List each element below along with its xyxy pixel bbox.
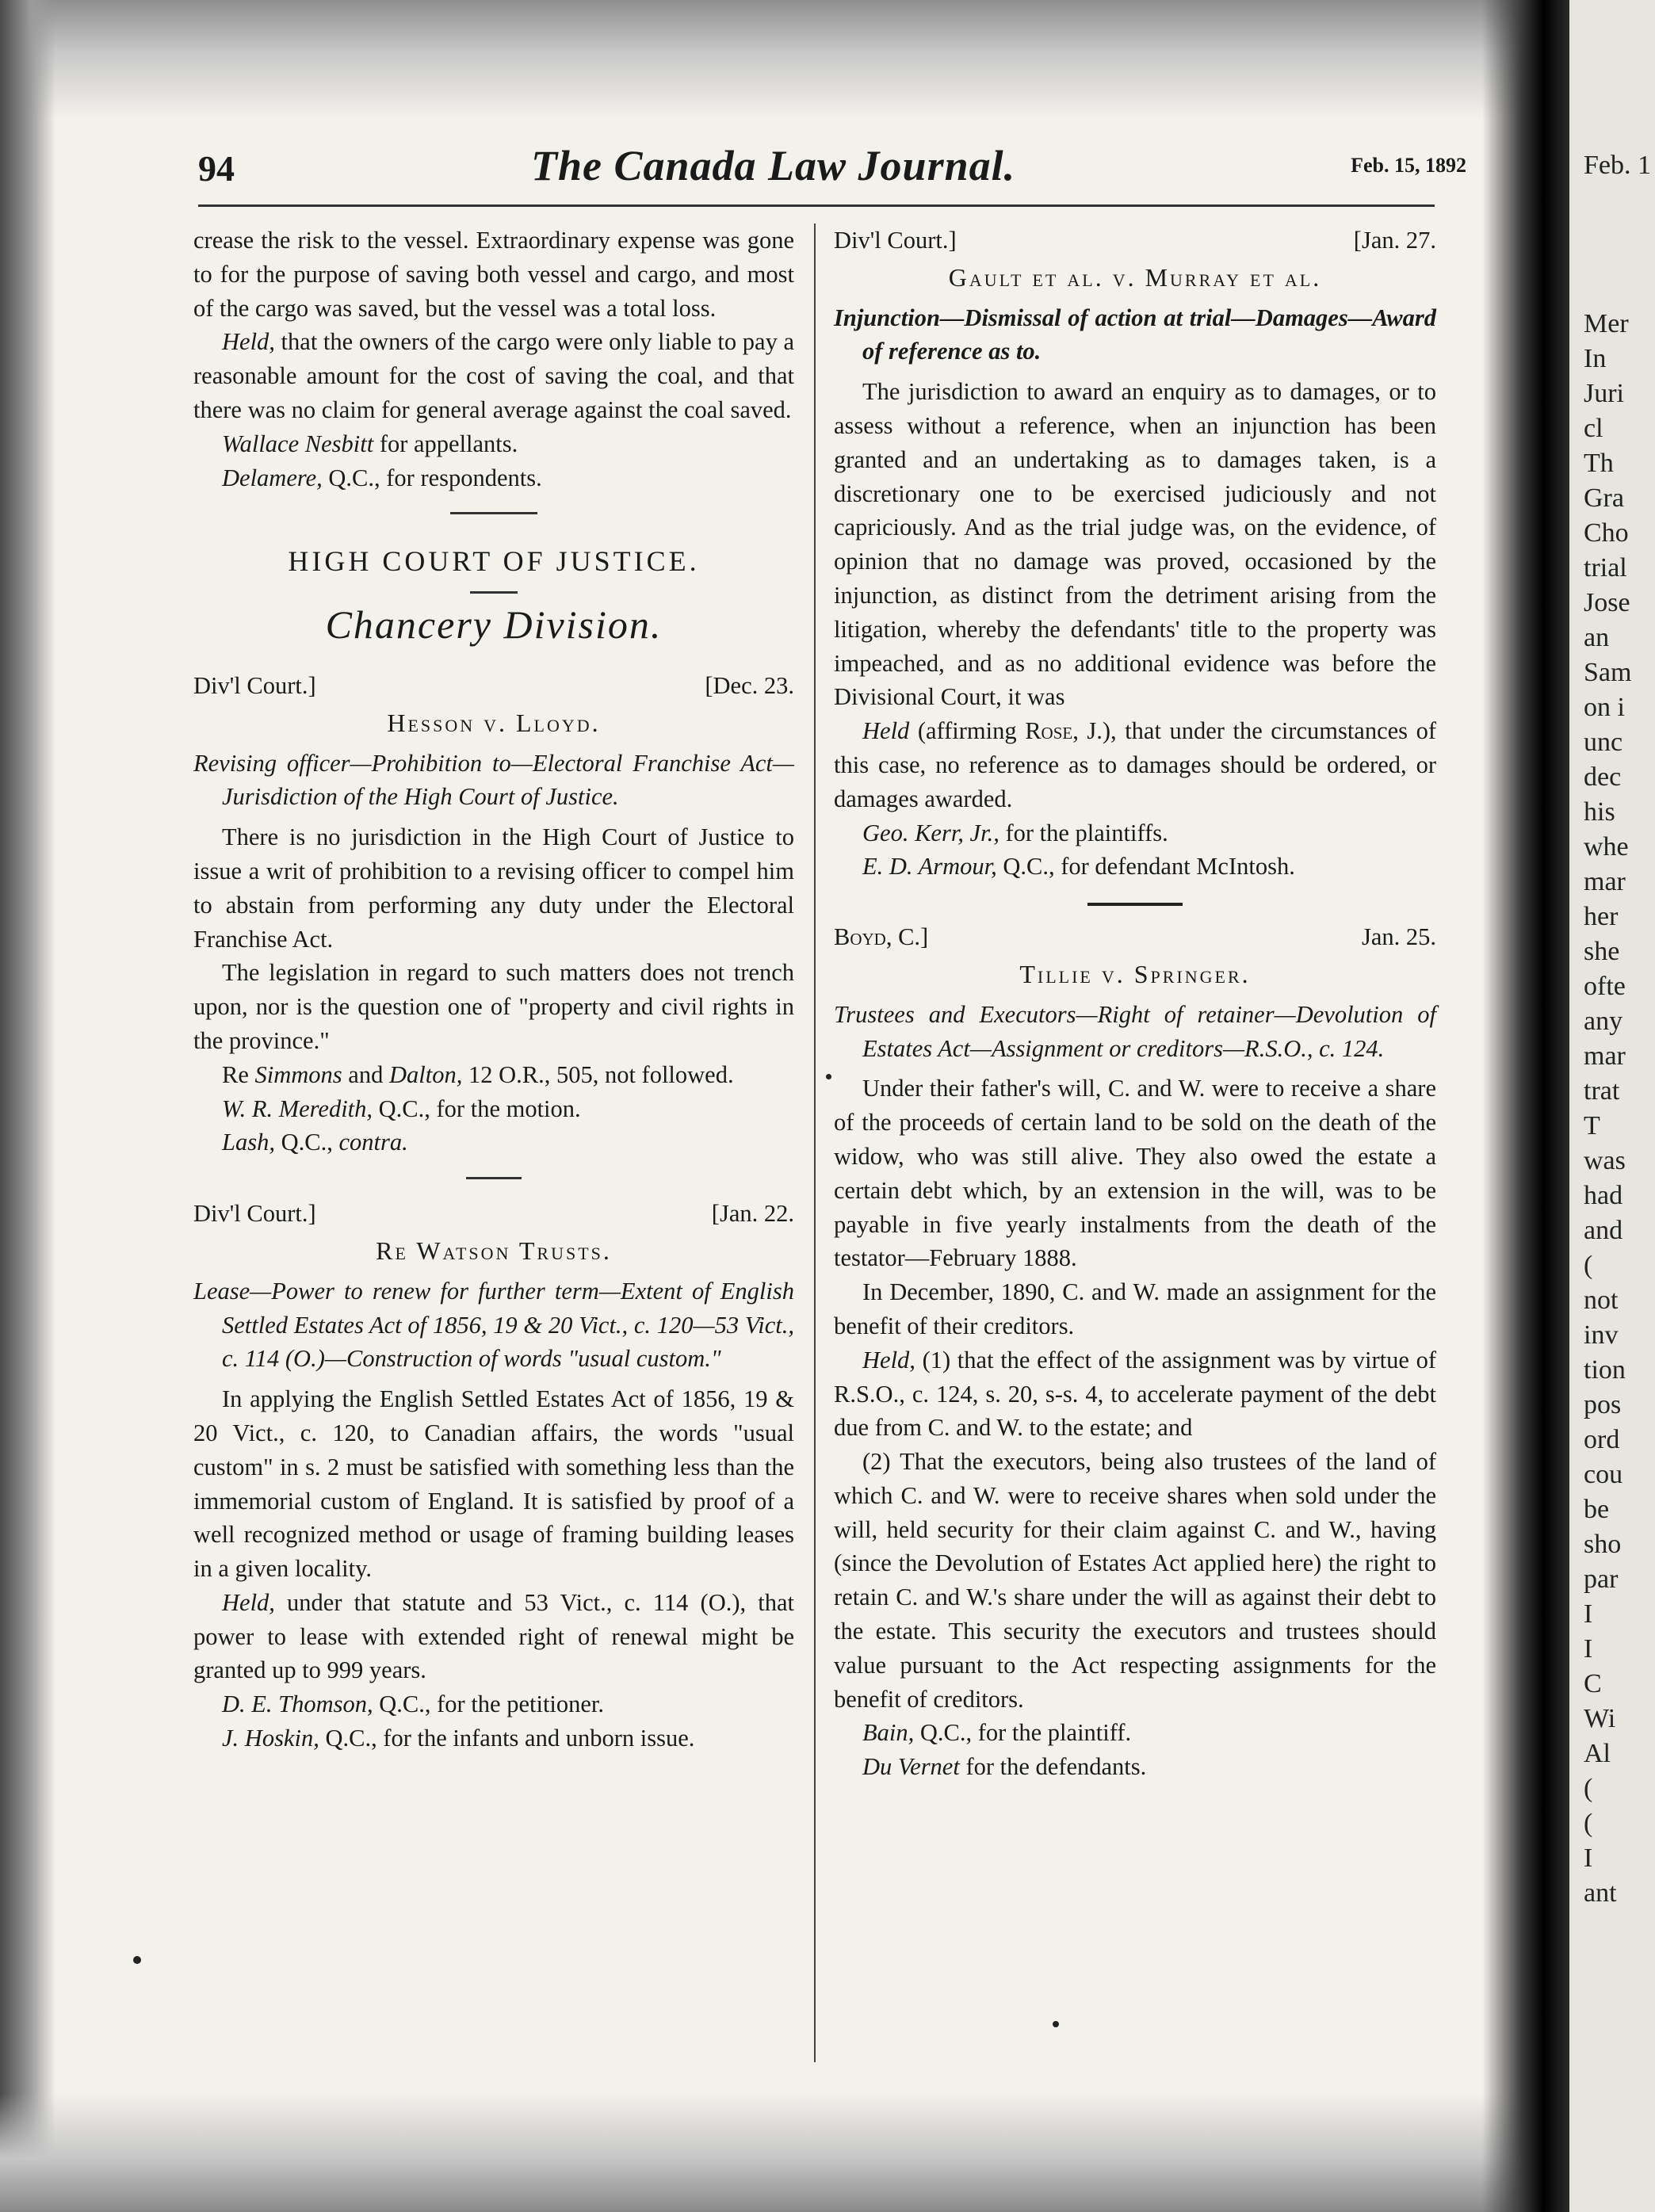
right-column <box>834 223 1436 1784</box>
ink-speck <box>1053 2021 1059 2027</box>
paragraph: The legislation in regard to such matters does not trench upon, nor is the question one of "property and civil rights in the province." <box>193 959 794 1054</box>
facing-page-text: C <box>1584 1669 1602 1698</box>
paragraph: crease the risk to the vessel. Extraordinary expense was gone to for the purpose of saving both vessel and cargo, and most of the cargo was saved, but the vessel was a total loss. <box>193 227 794 322</box>
scan-shadow-left <box>0 0 55 2212</box>
facing-page-text: unc <box>1584 728 1623 757</box>
ink-speck <box>826 1074 831 1079</box>
facing-page-text: Gra <box>1584 483 1624 513</box>
journal-title: The Canada Law Journal. <box>531 142 1016 189</box>
paragraph: Under their father's will, C. and W. were to receive a share of the proceeds of certain land to be sold on the death of the widow, who was still alive. They also owed the estate a certain debt which, by an extension in the will, was to be payable in five yearly instalments from the death of the testator—February 1888. <box>834 1075 1436 1272</box>
facing-page-text: ord <box>1584 1425 1620 1454</box>
facing-page-text: In <box>1584 344 1607 373</box>
facing-page-text: pos <box>1584 1390 1622 1419</box>
facing-page-text: not <box>1584 1286 1619 1315</box>
facing-page-text: Sam <box>1584 658 1632 687</box>
page-number: 94 <box>198 148 235 189</box>
facing-page-text: Al <box>1584 1739 1611 1768</box>
case-headnote: Injunction—Dismissal of action at trial—Damages—Award of reference as to. <box>834 304 1436 365</box>
facing-page-text: Th <box>1584 449 1614 478</box>
held-paragraph: Held, under that statute and 53 Vict., c. 114 (O.), that power to lease with extended right of renewal might be granted up to 999 years. <box>193 1588 794 1684</box>
court-line <box>834 223 1436 258</box>
division-heading: Chancery Division. <box>325 602 663 648</box>
facing-page-text: dec <box>1584 762 1622 792</box>
facing-page-text: cou <box>1584 1460 1623 1489</box>
facing-page-text: par <box>1584 1564 1619 1594</box>
facing-page-text: I <box>1584 1634 1593 1664</box>
issue-date: Feb. 15, 1892 <box>1351 154 1466 177</box>
case-date: [Jan. 22. <box>711 1200 794 1228</box>
facing-page-text: ( <box>1584 1774 1593 1803</box>
facing-page-text: and <box>1584 1216 1623 1245</box>
counsel-line: Geo. Kerr, Jr., for the plaintiffs. <box>862 819 1168 846</box>
facing-page-text: Feb. 1 <box>1584 151 1651 180</box>
facing-page-text: had <box>1584 1181 1623 1210</box>
facing-page-text: his <box>1584 797 1615 827</box>
facing-page-text: ofte <box>1584 972 1626 1001</box>
paragraph: There is no jurisdiction in the High Court of Justice to issue a writ of prohibition to a revising officer to compel him to abstain from performing any duty under the Electoral Franchise Act. <box>193 823 794 953</box>
court-name: Div'l Court.] <box>193 1200 316 1228</box>
column-divider <box>814 223 816 2062</box>
held-paragraph: Held, (1) that the effect of the assignment was by virtue of R.S.O., c. 124, s. 20, s-s. 4, to accelerate payment of the debt due from C. and W. to the estate; and <box>834 1346 1436 1442</box>
counsel-line: E. D. Armour, Q.C., for defendant McIntosh. <box>862 853 1295 881</box>
facing-page-text: I <box>1584 1599 1593 1629</box>
facing-page-text: any <box>1584 1007 1623 1036</box>
section-rule <box>470 591 518 594</box>
facing-page-text: be <box>1584 1495 1610 1524</box>
facing-page-text: was <box>1584 1146 1626 1175</box>
counsel-line: Du Vernet for the defendants. <box>862 1753 1147 1781</box>
header-rule <box>198 204 1435 207</box>
counsel-line: D. E. Thomson, Q.C., for the petitioner. <box>222 1691 605 1718</box>
court-name: Boyd, C.] <box>834 923 929 951</box>
court-line <box>193 669 794 703</box>
paragraph: The jurisdiction to award an enquiry as to damages, or to assess without a reference, when an injunction has been granted and an undertaking as to damages taken, is a discretionary one to be exercised judiciously and not capriciously. And as the trial judge was, on the evidence, of opinion that no damage was proved, occasioned by the injunction, as distinct from the detriment arising from the litigation, whereby the defendants' title to the property was impeached, and as no additional evidence was before the Divisional Court, it was <box>834 378 1436 711</box>
counsel-line: W. R. Meredith, Q.C., for the motion. <box>222 1095 581 1122</box>
facing-page-text: Mer <box>1584 309 1629 338</box>
case-title: Hesson v. Lloyd. <box>387 708 601 737</box>
facing-page-text: I <box>1584 1843 1593 1873</box>
facing-page-text: Wi <box>1584 1704 1616 1733</box>
court-name: Div'l Court.] <box>193 671 316 699</box>
case-date: [Dec. 23. <box>705 671 794 699</box>
case-headnote: Revising officer—Prohibition to—Electoral Franchise Act—Jurisdiction of the High Court of Justice. <box>193 749 794 811</box>
counsel-line: J. Hoskin, Q.C., for the infants and unborn issue. <box>222 1725 695 1752</box>
facing-page-text: Cho <box>1584 518 1629 548</box>
case-title: Gault et al. v. Murray et al. <box>948 262 1322 292</box>
counsel-line: Delamere, Q.C., for respondents. <box>222 464 542 491</box>
facing-page-text: mar <box>1584 1041 1626 1071</box>
facing-page-text: trial <box>1584 553 1627 583</box>
scan-shadow-top <box>0 0 1655 119</box>
facing-page-text: ( <box>1584 1809 1593 1838</box>
ink-speck <box>133 1956 141 1964</box>
book-binding-shadow <box>1482 0 1569 2212</box>
citation-paragraph: Re Simmons and Dalton, 12 O.R., 505, not followed. <box>222 1060 734 1088</box>
facing-page-text: her <box>1584 902 1619 931</box>
court-name: Div'l Court.] <box>834 227 957 254</box>
case-title: Re Watson Trusts. <box>376 1236 612 1265</box>
section-heading: HIGH COURT OF JUSTICE. <box>288 545 700 578</box>
counsel-line: Lash, Q.C., contra. <box>222 1129 408 1156</box>
case-headnote: Trustees and Executors—Right of retainer—Devolution of Estates Act—Assignment or creditors—R.S.O., c. 124. <box>834 1000 1436 1062</box>
facing-page-text: ant <box>1584 1878 1617 1908</box>
facing-page-text: whe <box>1584 832 1629 861</box>
facing-page-text: cl <box>1584 414 1603 443</box>
facing-page-text: an <box>1584 623 1610 652</box>
running-header <box>198 141 1466 197</box>
facing-page-text: Jose <box>1584 588 1630 617</box>
facing-page-text: on i <box>1584 693 1625 722</box>
court-line <box>193 1197 794 1231</box>
facing-page-text: mar <box>1584 867 1626 896</box>
counsel-line: Wallace Nesbitt for appellants. <box>222 430 518 457</box>
case-date: Jan. 25. <box>1361 923 1436 951</box>
facing-page-text: trat <box>1584 1076 1620 1106</box>
left-column <box>193 223 794 1755</box>
case-date: [Jan. 27. <box>1353 227 1436 254</box>
court-line <box>834 920 1436 954</box>
facing-page-text: inv <box>1584 1320 1619 1350</box>
facing-page-text: T <box>1584 1111 1600 1140</box>
case-rule <box>1087 903 1183 906</box>
section-rule <box>450 512 537 514</box>
held-paragraph: Held (affirming Rose, J.), that under the circumstances of this case, no reference as to damages should be ordered, or damages awarded. <box>834 717 1436 812</box>
facing-page-text: ( <box>1584 1251 1593 1280</box>
paragraph: In applying the English Settled Estates Act of 1856, 19 & 20 Vict., c. 120, to Canadian affairs, the words "usual custom" in s. 2 must be satisfied with something less than the immemorial custom of England. It is satisfied by proof of a well recognized method or usage of framing building leases in a given locality. <box>193 1385 794 1583</box>
case-rule <box>466 1177 522 1179</box>
case-title: Tillie v. Springer. <box>1019 959 1251 988</box>
case-headnote: Lease—Power to renew for further term—Extent of English Settled Estates Act of 1856, 19 & 20 Vict., c. 120—53 Vict., c. 114 (O.)—Construction of words "usual custom." <box>193 1277 794 1373</box>
scan-shadow-bottom <box>0 2093 1655 2212</box>
paragraph: In December, 1890, C. and W. made an assignment for the benefit of their creditors. <box>834 1278 1436 1339</box>
facing-page-text: Juri <box>1584 379 1624 408</box>
facing-page-text: tion <box>1584 1355 1626 1385</box>
facing-page-text: sho <box>1584 1530 1622 1559</box>
counsel-line: Bain, Q.C., for the plaintiff. <box>862 1719 1132 1747</box>
paragraph: (2) That the executors, being also trustees of the land of which C. and W. were to receive shares when sold under the will, held security for their claim against C. and W., having (since the Devolution of Estates Act applied here) the right to retain C. and W.'s share under the will as against their debt to the estate. This security the executors and trustees should value pursuant to the Act respecting assignments for the benefit of creditors. <box>834 1448 1436 1713</box>
facing-page-fragment <box>1569 0 1655 2212</box>
facing-page-text: she <box>1584 937 1620 966</box>
held-paragraph: Held, that the owners of the cargo were only liable to pay a reasonable amount for the cost of saving the coal, and that there was no claim for general average against the coal saved. <box>193 328 794 423</box>
